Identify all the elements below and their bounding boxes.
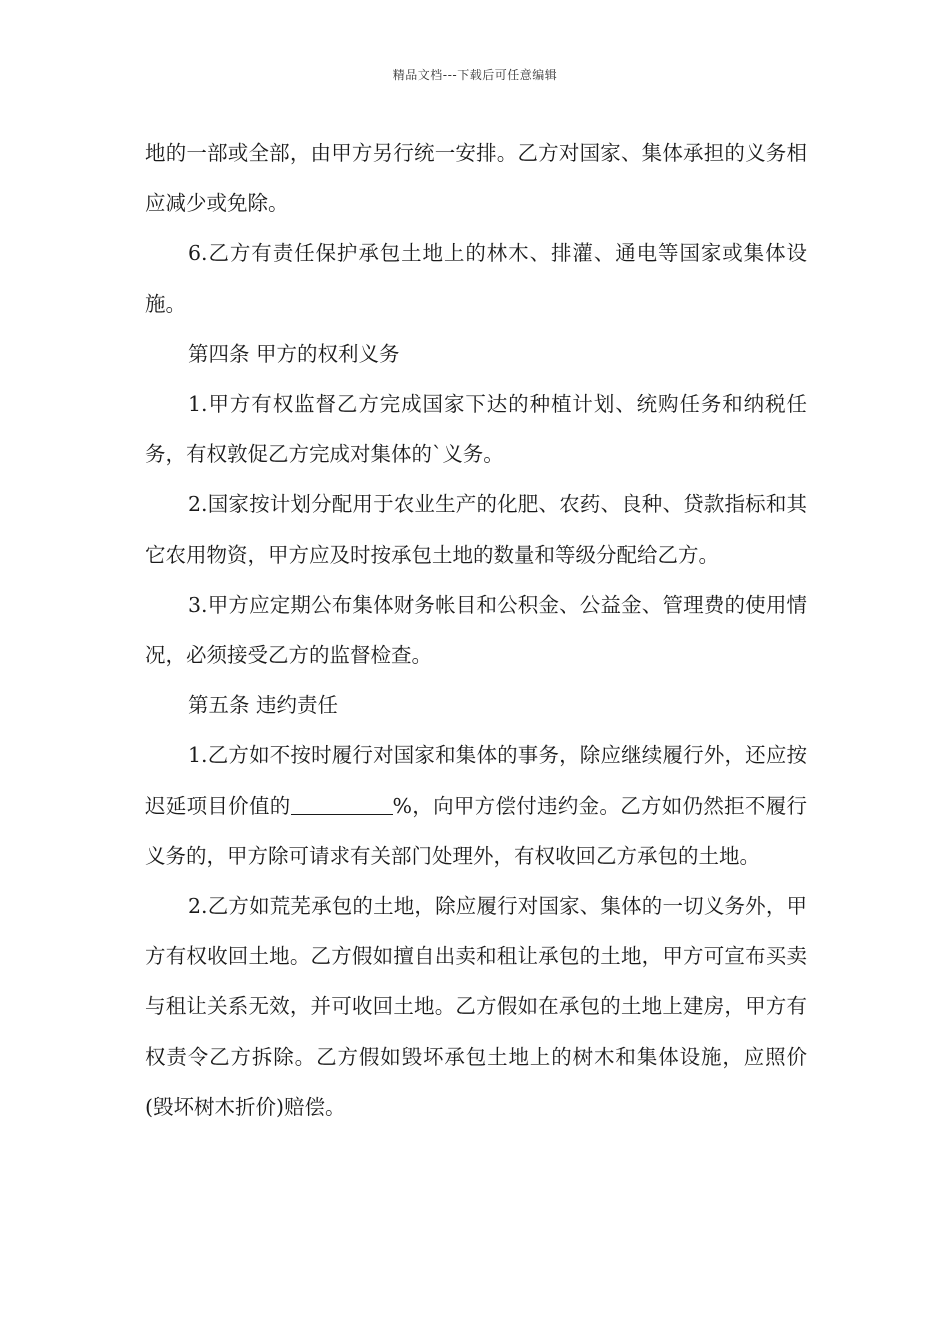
paragraph-clause-4-3: 3.甲方应定期公布集体财务帐目和公积金、公益金、管理费的使用情况，必须接受乙方的监督检查。 <box>145 592 807 668</box>
paragraph-clause-3-6: 6.乙方有责任保护承包土地上的林木、排灌、通电等国家或集体设施。 <box>145 241 807 316</box>
clause-5-1-text-after: %，向甲方偿付违约金。乙方如仍然拒不履行义务的，甲方除可请求有关部门处理外，有权收回乙方承包的土地。 <box>145 793 808 868</box>
percentage-blank-field[interactable] <box>291 794 393 815</box>
paragraph-clause-5-1 <box>145 730 807 881</box>
clause-5-1-text-before: 1.乙方如不按时履行对国家和集体的事务，除应继续履行外，还应按迟延项目价值的 <box>145 743 807 818</box>
paragraph-clause-5-2: 2.乙方如荒芜承包的土地，除应履行对国家、集体的一切义务外，甲方有权收回土地。乙方假如擅自出卖和租让承包的土地，甲方可宣布买卖与租让关系无效，并可收回土地。乙方假如在承包的土地上建房，甲方有权责令乙方拆除。乙方假如毁坏承包土地上的树木和集体设施，应照价(毁坏树木折价)赔偿。 <box>145 894 807 1119</box>
section-heading-article-4: 第四条 甲方的权利义务 <box>188 341 400 366</box>
paragraph-continuation: 地的一部或全部，由甲方另行统一安排。乙方对国家、集体承担的义务相应减少或免除。 <box>145 141 807 216</box>
page-header: 精品文档---下载后可任意编辑 <box>392 68 558 82</box>
document-body <box>145 128 807 1132</box>
section-heading-article-5: 第五条 违约责任 <box>188 693 339 718</box>
paragraph-clause-4-1: 1.甲方有权监督乙方完成国家下达的种植计划、统购任务和纳税任务，有权敦促乙方完成对集体的`义务。 <box>145 392 807 467</box>
paragraph-clause-4-2: 2.国家按计划分配用于农业生产的化肥、农药、良种、贷款指标和其它农用物资，甲方应及时按承包土地的数量和等级分配给乙方。 <box>145 492 807 567</box>
